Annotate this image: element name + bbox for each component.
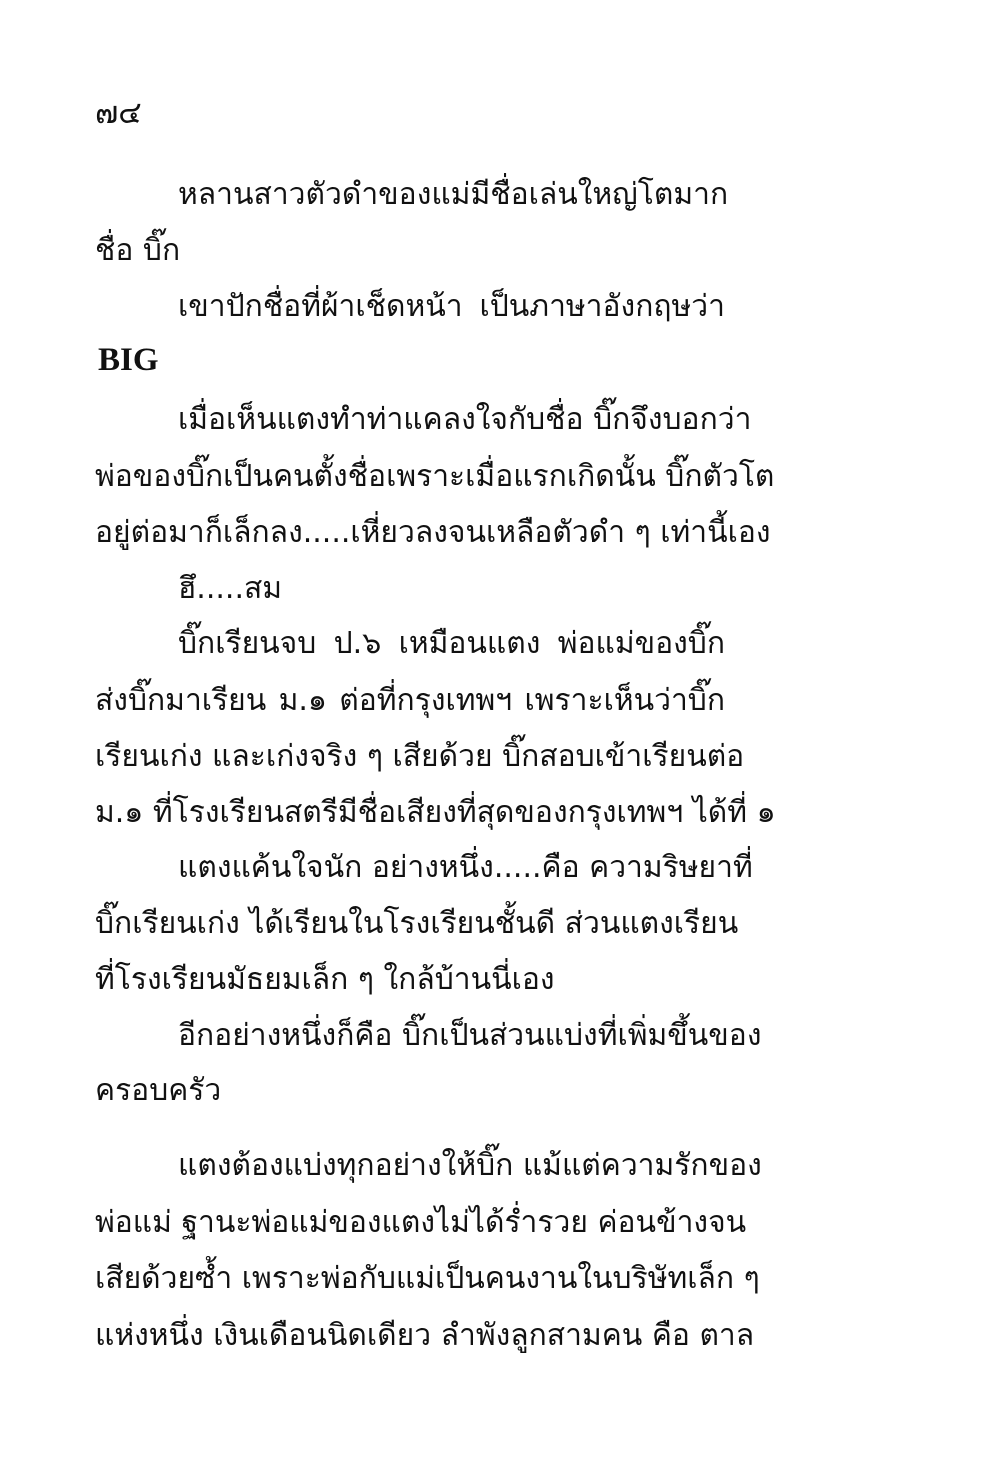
text-line: ฮึ.....สม [178,571,283,606]
text-line: หลานสาวตัวดำของแม่มีชื่อเล่นใหญ่โตมาก [178,177,729,212]
text-line: อีกอย่างหนึ่งก็คือ บิ๊กเป็นส่วนแบ่งที่เพิ่มขึ้นของ [178,1018,762,1053]
text-line: บิ๊กเรียนจบ ป.๖ เหมือนแตง พ่อแม่ของบิ๊ก [178,626,725,661]
text-line: ม.๑ ที่โรงเรียนสตรีมีชื่อเสียงที่สุดของกรุงเทพฯ ได้ที่ ๑ [95,795,776,830]
text-line: บิ๊กเรียนเก่ง ได้เรียนในโรงเรียนชั้นดี ส่วนแตงเรียน [95,906,739,941]
text-line: เสียด้วยซ้ำ เพราะพ่อกับแม่เป็นคนงานในบริษัทเล็ก ๆ [95,1261,760,1296]
text-line: เขาปักชื่อที่ผ้าเช็ดหน้า เป็นภาษาอังกฤษว่า [178,289,725,324]
text-line: ชื่อ บิ๊ก [95,233,181,268]
text-line: แตงแค้นใจนัก อย่างหนึ่ง.....คือ ความริษยาที่ [178,850,753,885]
text-line: เรียนเก่ง และเก่งจริง ๆ เสียด้วย บิ๊กสอบเข้าเรียนต่อ [95,739,745,774]
text-line: อยู่ต่อมาก็เล็กลง.....เหี่ยวลงจนเหลือตัวดำ ๆ เท่านี้เอง [95,515,771,550]
text-line: ส่งบิ๊กมาเรียน ม.๑ ต่อที่กรุงเทพฯ เพราะเห็นว่าบิ๊ก [95,683,725,718]
page-number: ๗๔ [95,95,142,131]
text-line: ครอบครัว [95,1073,222,1108]
text-line: เมื่อเห็นแตงทำท่าแคลงใจกับชื่อ บิ๊กจึงบอกว่า [178,402,752,437]
text-line: พ่อแม่ ฐานะพ่อแม่ของแตงไม่ได้ร่ำรวย ค่อนข้างจน [95,1205,747,1240]
text-line: แห่งหนึ่ง เงินเดือนนิดเดียว ลำพังลูกสามคน คือ ตาล [95,1318,755,1353]
text-line: ที่โรงเรียนมัธยมเล็ก ๆ ใกล้บ้านนี่เอง [95,962,555,997]
text-line: พ่อของบิ๊กเป็นคนตั้งชื่อเพราะเมื่อแรกเกิดนั้น บิ๊กตัวโต [95,459,775,494]
big-heading: BIG [98,342,159,378]
text-line: แตงต้องแบ่งทุกอย่างให้บิ๊ก แม้แต่ความรักของ [178,1148,762,1183]
